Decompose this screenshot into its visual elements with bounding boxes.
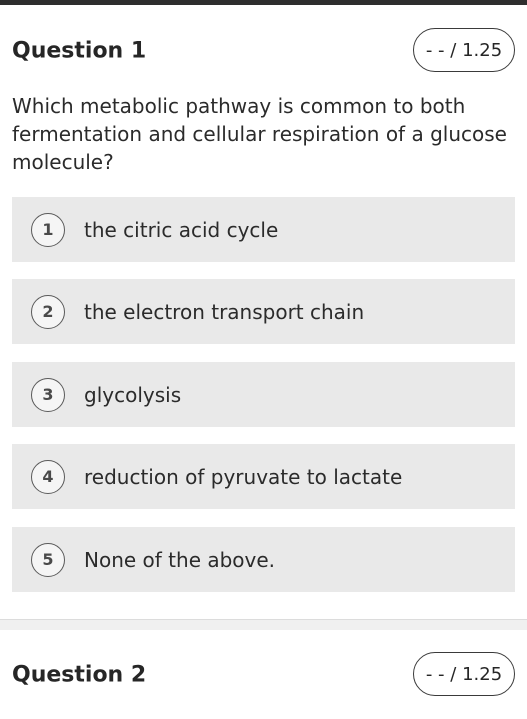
section-divider bbox=[0, 619, 527, 630]
question-2-title: Question 2 bbox=[12, 662, 147, 688]
question-1-score-badge: - - / 1.25 bbox=[413, 28, 515, 72]
answer-option-5[interactable] bbox=[12, 527, 515, 592]
option-number-badge: 4 bbox=[31, 460, 65, 494]
question-1-title: Question 1 bbox=[12, 38, 147, 64]
question-2-header bbox=[12, 652, 515, 698]
option-number-badge: 1 bbox=[31, 213, 65, 247]
option-label: None of the above. bbox=[84, 547, 276, 572]
answer-option-3[interactable] bbox=[12, 362, 515, 427]
answer-option-2[interactable] bbox=[12, 279, 515, 344]
option-label: glycolysis bbox=[84, 382, 182, 407]
top-bar bbox=[0, 0, 527, 5]
option-label: reduction of pyruvate to lactate bbox=[84, 464, 403, 489]
option-number-badge: 2 bbox=[31, 295, 65, 329]
option-number-badge: 3 bbox=[31, 378, 65, 412]
option-label: the electron transport chain bbox=[84, 299, 365, 324]
answer-option-4[interactable] bbox=[12, 444, 515, 509]
option-label: the citric acid cycle bbox=[84, 217, 279, 242]
question-2-score-badge: - - / 1.25 bbox=[413, 652, 515, 696]
question-1-text: Which metabolic pathway is common to both fermentation and cellular respiration of a glucose molecule? bbox=[12, 94, 507, 174]
question-1-header bbox=[12, 28, 515, 74]
option-number-badge: 5 bbox=[31, 543, 65, 577]
answer-option-1[interactable] bbox=[12, 197, 515, 262]
